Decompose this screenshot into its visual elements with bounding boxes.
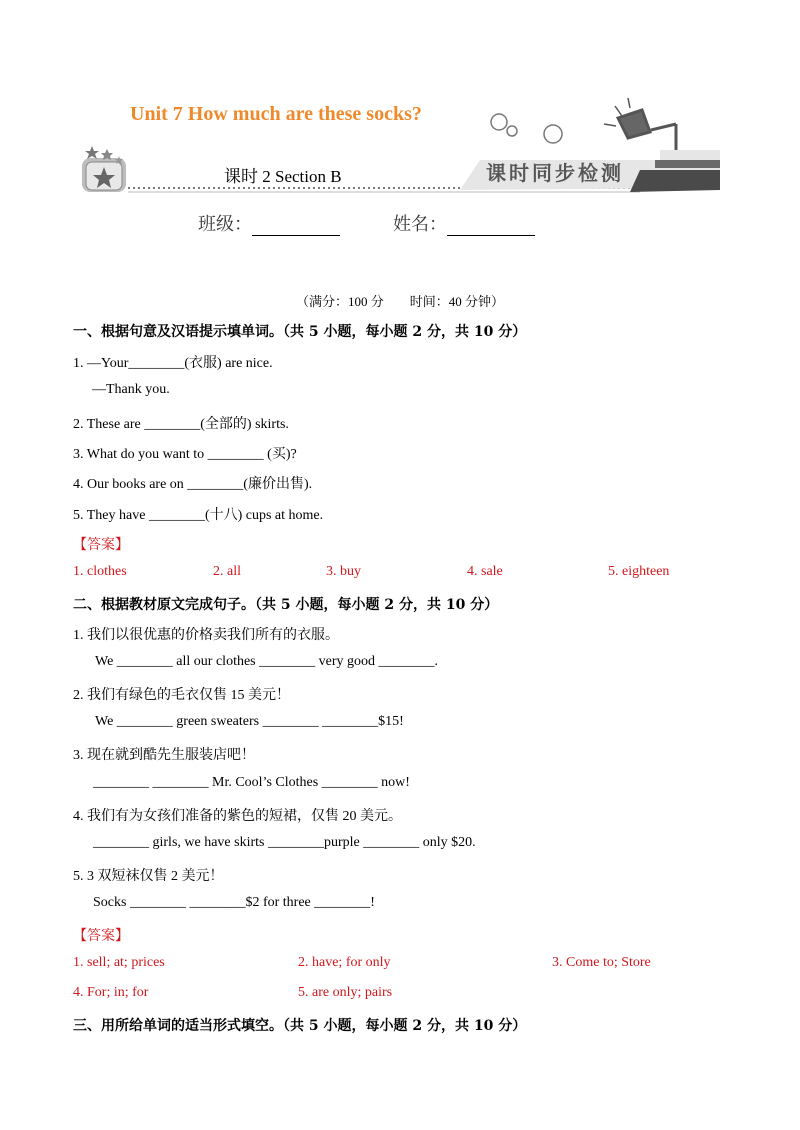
lesson-label: 课时 2 Section B — [224, 167, 342, 186]
section-1-heading: 一、根据句意及汉语提示填单词。（共 5 小题，每小题 2 分，共 10 分） — [73, 324, 527, 340]
answer-tag: 【答案】 — [73, 538, 129, 553]
answer-item: 1. clothes — [73, 564, 127, 579]
desk-lamp-icon — [604, 98, 676, 158]
section-3-heading: 三、用所给单词的适当形式填空。（共 5 小题，每小题 2 分，共 10 分） — [73, 1018, 527, 1034]
question-line: 1. —Your________(衣服) are nice. — [73, 356, 273, 371]
answer-tag: 【答案】 — [73, 929, 129, 944]
question-line: 4. 我们有为女孩们准备的紫色的短裙，仅售 20 美元。 — [73, 809, 402, 824]
name-blank[interactable] — [447, 219, 535, 236]
answer-item: 1. sell; at; prices — [73, 955, 165, 970]
answer-item: 3. buy — [326, 564, 361, 579]
banner-label: 课时同步检测 — [486, 163, 624, 185]
answer-item: 2. have; for only — [298, 955, 391, 970]
question-line: 3. What do you want to ________ (买)? — [73, 447, 297, 462]
question-line: —Thank you. — [92, 382, 170, 397]
class-blank[interactable] — [252, 219, 340, 236]
bubbles-decoration — [491, 114, 562, 143]
question-line: ________ ________ Mr. Cool’s Clothes ________ now! — [93, 775, 410, 790]
class-field[interactable] — [198, 210, 340, 236]
class-label: 班级： — [198, 214, 252, 235]
exam-meta: （满分：100 分 时间：40 分钟） — [295, 294, 504, 309]
answer-item: 4. For; in; for — [73, 985, 149, 1000]
answer-item: 2. all — [213, 564, 241, 579]
question-line: 2. 我们有绿色的毛衣仅售 15 美元！ — [73, 688, 290, 703]
worksheet-title: Unit 7 How much are these socks? — [130, 103, 422, 125]
question-line: We ________ all our clothes ________ very good ________. — [95, 654, 438, 669]
question-line: We ________ green sweaters ________ ________$15! — [95, 714, 404, 729]
question-line: Socks ________ ________$2 for three ________! — [93, 895, 375, 910]
answer-item: 5. are only; pairs — [298, 985, 393, 1000]
answer-item: 4. sale — [467, 564, 503, 579]
question-line: ________ girls, we have skirts ________purple ________ only $20. — [93, 835, 476, 850]
question-line: 5. They have ________(十八) cups at home. — [73, 508, 324, 523]
question-line: 5. 3 双短袜仅售 2 美元！ — [73, 869, 224, 884]
name-label: 姓名： — [393, 214, 447, 235]
question-line: 3. 现在就到酷先生服装店吧！ — [73, 748, 255, 763]
question-line: 4. Our books are on ________(廉价出售). — [73, 477, 313, 492]
question-line: 1. 我们以很优惠的价格卖我们所有的衣服。 — [73, 628, 339, 643]
answer-item: 5. eighteen — [608, 564, 670, 579]
section-2-heading: 二、根据教材原文完成句子。（共 5 小题，每小题 2 分，共 10 分） — [73, 597, 499, 613]
name-field[interactable] — [393, 210, 535, 236]
answer-item: 3. Come to; Store — [552, 955, 651, 970]
question-line: 2. These are ________(全部的) skirts. — [73, 417, 289, 432]
star-badge-icon — [82, 146, 126, 192]
